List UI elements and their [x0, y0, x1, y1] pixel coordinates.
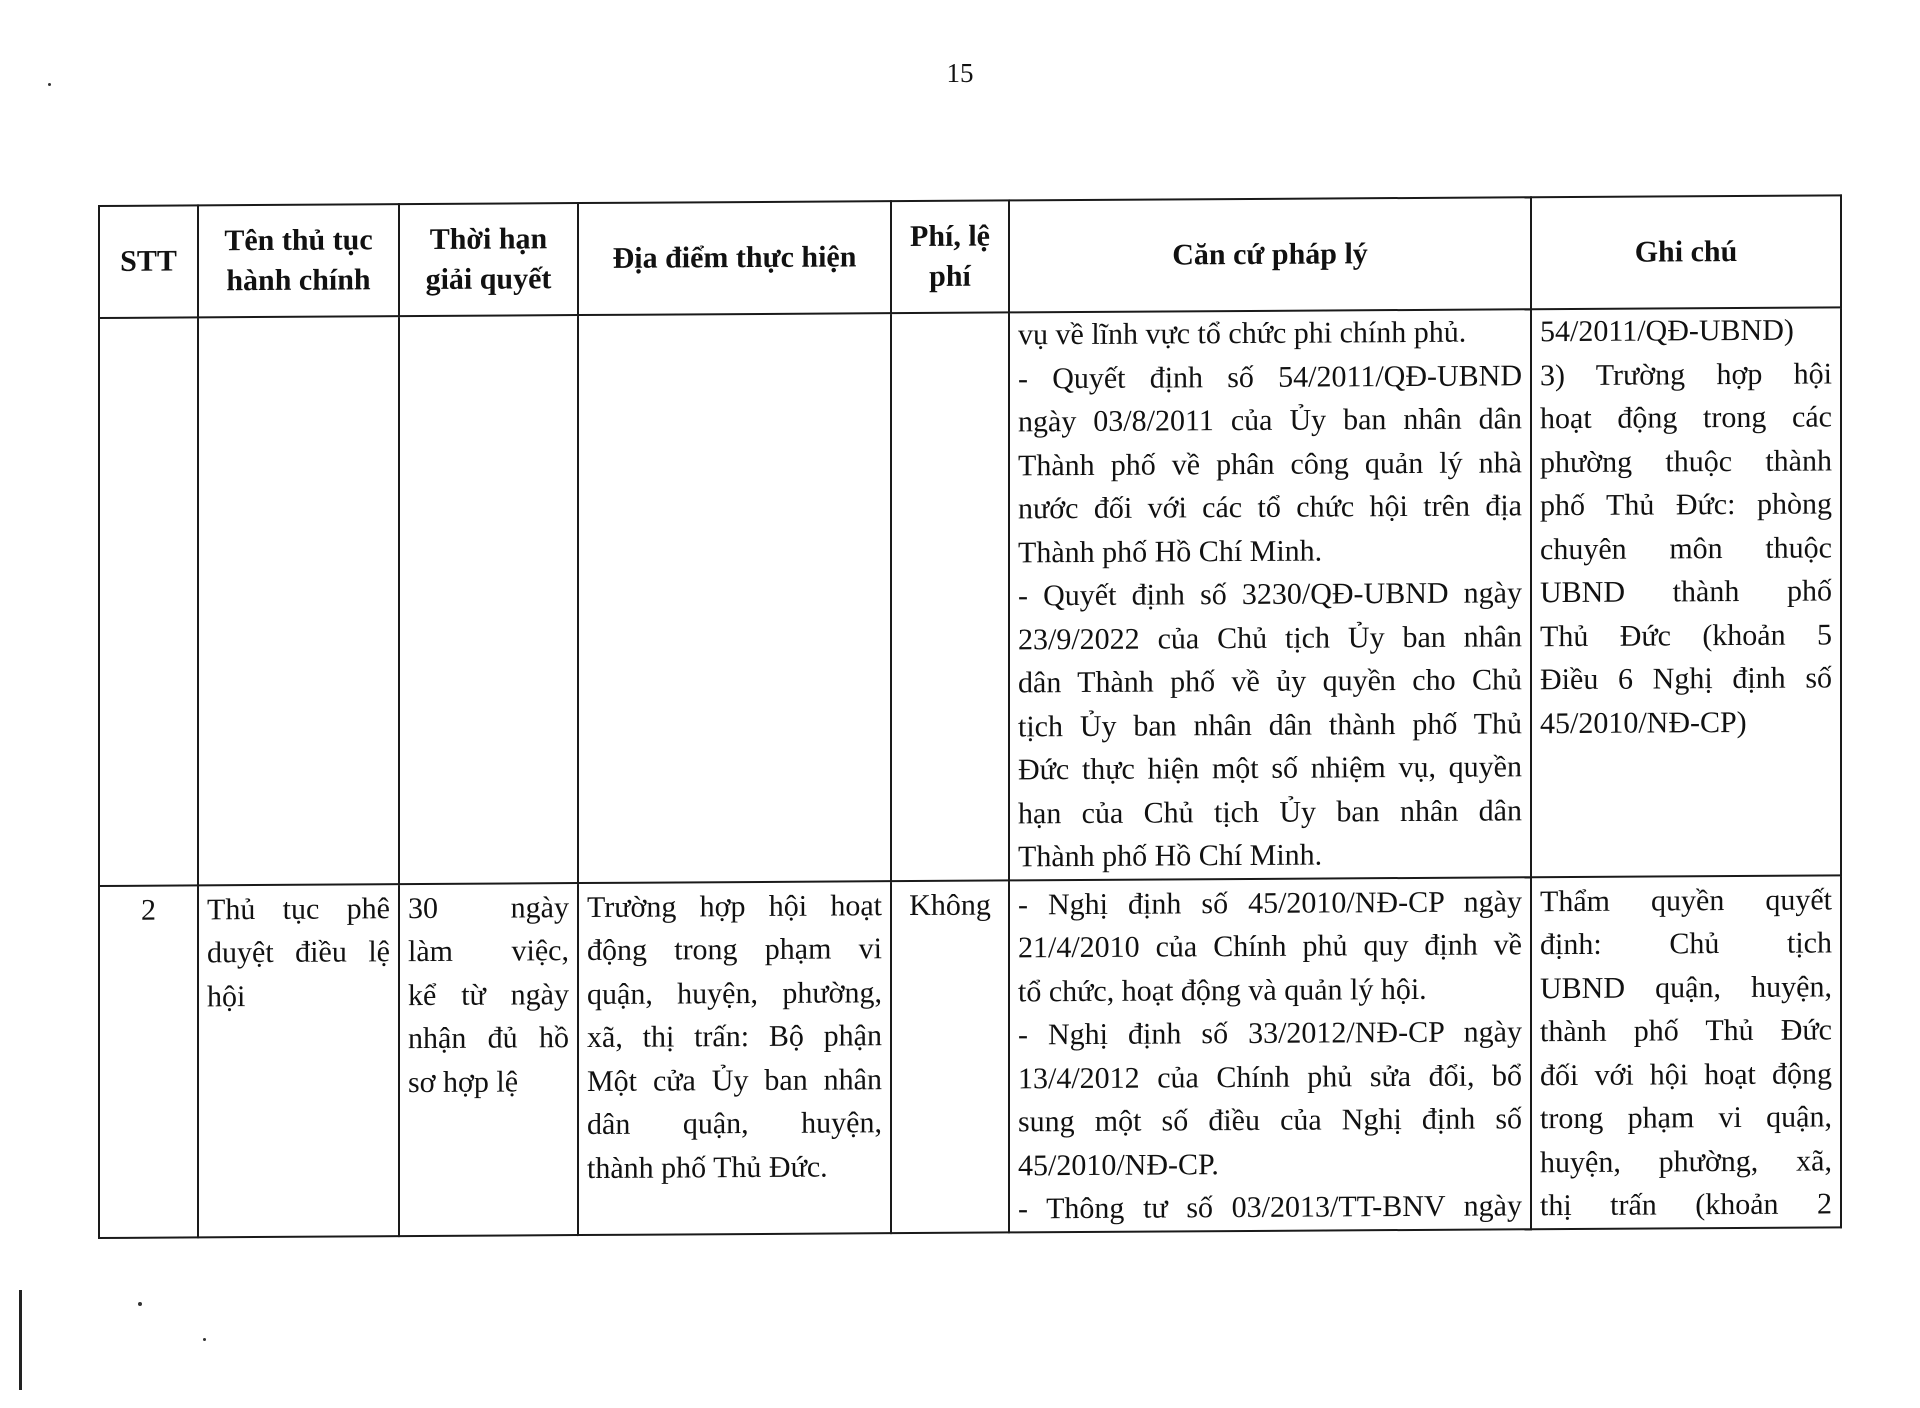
cell-text-line: đối với hội hoạt động [1540, 1056, 1832, 1092]
cell-text-line: 3) Trường hợp hội [1540, 356, 1832, 392]
header-legal-basis: Căn cứ pháp lý [1009, 197, 1531, 312]
scan-speck [138, 1302, 142, 1306]
cell-text-line: hạn của Chủ tịch Ủy ban nhân dân [1018, 793, 1522, 830]
cell-text-line: - Thông tư số 03/2013/TT-BNV ngày [1018, 1189, 1522, 1226]
table-row [99, 875, 1841, 1238]
header-location: Địa điểm thực hiện [578, 201, 891, 315]
cell-text-line: thị trấn (khoản 2 [1540, 1187, 1832, 1223]
cell-text-line: kể từ ngày [408, 977, 569, 1012]
cell-text-line: nước đối với các tổ chức hội trên địa [1018, 489, 1522, 526]
scan-margin-line [19, 1290, 22, 1390]
cell-text-line: - Nghị định số 45/2010/NĐ-CP ngày [1018, 884, 1522, 921]
cell-text-line: 45/2010/NĐ-CP. [1018, 1147, 1219, 1182]
cell-text-line: quận, huyện, phường, [587, 975, 882, 1011]
cell-text-line: hoạt động trong các [1540, 400, 1832, 436]
cell-text-line: Thành phố Hồ Chí Minh. [1018, 534, 1323, 569]
cell-text-line: dân Thành phố về ủy quyền cho Chủ [1018, 663, 1522, 700]
cell-text-line: vụ về lĩnh vực tổ chức phi chính phủ. [1018, 315, 1467, 352]
cell-text-line: trong phạm vi quận, [1540, 1100, 1832, 1136]
cell-text-line: Thủ tục phê [207, 891, 390, 926]
cell-text-line: xã, thị trấn: Bộ phận [587, 1019, 882, 1055]
cell-text-line: ngày 03/8/2011 của Ủy ban nhân dân [1018, 402, 1522, 439]
table-header-row [99, 195, 1841, 318]
cell-text-line: UBND thành phố [1540, 574, 1832, 610]
cell-legal-basis [1009, 877, 1531, 1232]
header-stt: STT [99, 205, 198, 318]
cell-text-line: tịch Ủy ban nhân dân thành phố Thủ [1018, 706, 1522, 743]
scan-speck [48, 83, 51, 86]
cell-text-line: - Quyết định số 3230/QĐ-UBND ngày [1018, 576, 1522, 613]
cell-text-line: định: Chủ tịch [1540, 926, 1832, 962]
cell-text-line: 21/4/2010 của Chính phủ quy định về [1018, 928, 1522, 965]
cell-location [578, 313, 891, 882]
cell-text-line: phường thuộc thành [1540, 443, 1832, 479]
cell-text-line: thành phố Thủ Đức [1540, 1013, 1832, 1049]
cell-stt [99, 317, 198, 885]
cell-text-line: 54/2011/QĐ-UBND) [1540, 313, 1794, 349]
cell-text-line: duyệt điều lệ [207, 935, 390, 970]
cell-text-line: 23/9/2022 của Chủ tịch Ủy ban nhân [1018, 619, 1522, 656]
cell-fee: Không [891, 880, 1009, 1233]
cell-fee [891, 312, 1009, 880]
cell-processing-time [399, 883, 578, 1236]
cell-text-line: huyện, phường, xã, [1540, 1143, 1832, 1179]
cell-text-line: sung một số điều của Nghị định số [1018, 1102, 1522, 1139]
cell-text-line: Một cửa Ủy ban nhân [587, 1062, 882, 1098]
cell-text-line: chuyên môn thuộc [1540, 530, 1832, 566]
cell-text-line: động trong phạm vi [587, 932, 882, 968]
page-number: 15 [946, 58, 974, 88]
header-fee: Phí, lệ phí [891, 200, 1009, 313]
header-processing-time: Thời hạn giải quyết [399, 203, 578, 316]
cell-procedure-name [198, 884, 399, 1237]
procedures-table [98, 194, 1842, 1238]
cell-notes [1531, 875, 1841, 1229]
cell-text-line: thành phố Thủ Đức. [587, 1150, 828, 1185]
cell-text-line: Đức thực hiện một số nhiệm vụ, quyền [1018, 750, 1522, 787]
cell-notes [1531, 307, 1841, 876]
cell-text-line: Thành phố Hồ Chí Minh. [1018, 838, 1323, 874]
cell-text-line: UBND quận, huyện, [1540, 969, 1832, 1005]
cell-text-line: - Nghị định số 33/2012/NĐ-CP ngày [1018, 1015, 1522, 1052]
table-row [99, 307, 1841, 885]
cell-text-line: phố Thủ Đức: phòng [1540, 487, 1832, 523]
cell-text-line: Thành phố về phân công quản lý nhà [1018, 445, 1522, 482]
cell-text-line: hội [207, 979, 246, 1013]
cell-location [578, 881, 891, 1235]
cell-text-line: Điều 6 Nghị định số [1540, 661, 1832, 697]
cell-text-line: Thủ Đức (khoản 5 [1540, 617, 1832, 653]
cell-stt: 2 [99, 885, 198, 1238]
cell-text-line: 30 ngày [408, 890, 569, 925]
cell-text-line: tổ chức, hoạt động và quản lý hội. [1018, 972, 1427, 1008]
cell-text-line: Trường hợp hội hoạt [587, 888, 882, 924]
cell-text-line: nhận đủ hồ [408, 1021, 569, 1056]
cell-text-line: - Quyết định số 54/2011/QĐ-UBND [1018, 358, 1522, 395]
cell-text-line: 13/4/2012 của Chính phủ sửa đổi, bổ [1018, 1058, 1522, 1095]
cell-procedure-name [198, 316, 399, 885]
cell-legal-basis [1009, 309, 1531, 880]
cell-text-line: làm việc, [408, 934, 569, 969]
header-procedure-name: Tên thủ tục hành chính [198, 204, 399, 317]
cell-processing-time [399, 315, 578, 884]
cell-text-line: Thẩm quyền quyết [1540, 882, 1832, 918]
scan-speck [203, 1338, 206, 1341]
cell-text-line: 45/2010/NĐ-CP) [1540, 705, 1747, 740]
header-notes: Ghi chú [1531, 195, 1841, 309]
cell-text-line: dân quận, huyện, [587, 1106, 882, 1142]
cell-text-line: sơ hợp lệ [408, 1064, 519, 1099]
